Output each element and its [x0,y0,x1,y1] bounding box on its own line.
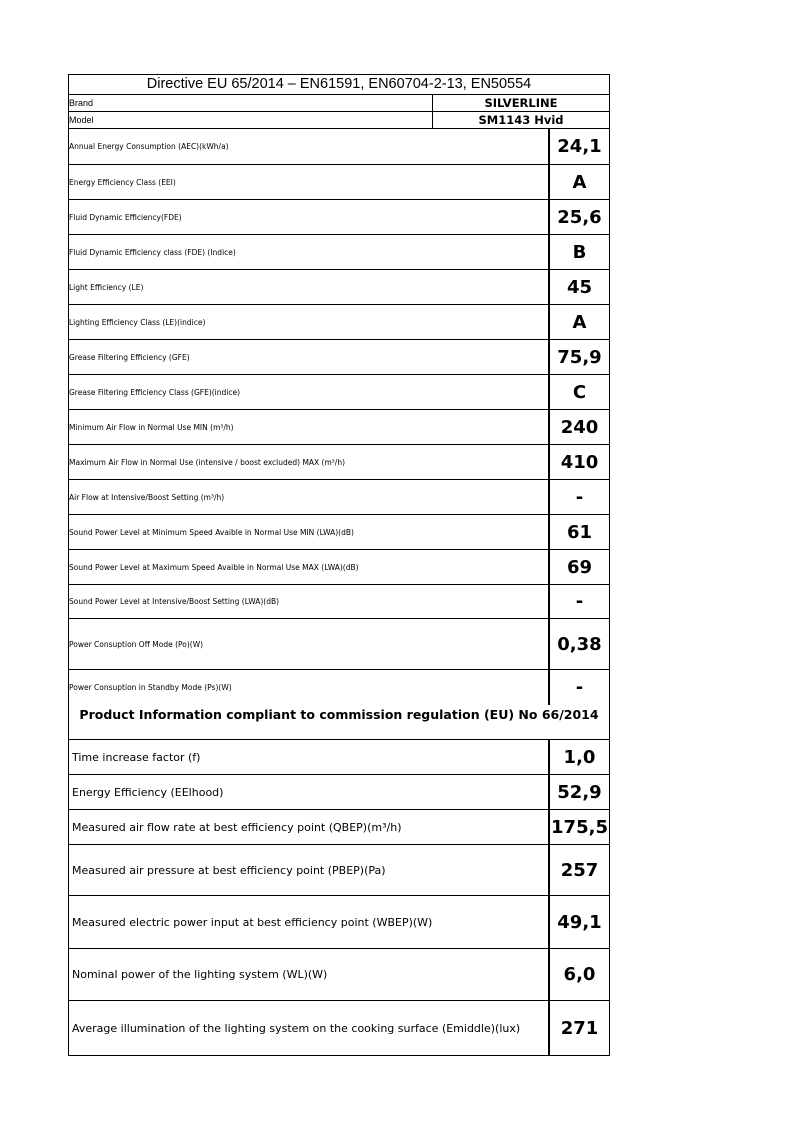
row-label: Time increase factor (f) [72,750,201,764]
row-label: Lighting Efficiency Class (LE)(indice) [69,317,206,327]
row-value: 0,38 [548,619,609,669]
product-info-list [69,740,609,1055]
row-value: - [548,585,609,618]
row-value: C [548,375,609,409]
section-title: Product Information compliant to commission regulation (EU) No 66/2014 [69,705,609,740]
row-value: 1,0 [548,740,609,774]
row-label: Sound Power Level at Intensive/Boost Setting (LWA)(dB) [69,597,280,606]
table-row [69,810,609,845]
energy-label-table [68,74,610,1056]
table-row [69,340,609,375]
row-label: Fluid Dynamic Efficiency class (FDE) (Indice) [69,247,236,257]
row-label: Average illumination of the lighting system on the cooking surface (Emiddle)(lux) [72,1021,521,1035]
table-row [69,740,609,775]
row-label: Measured electric power input at best efficiency point (WBEP)(W) [72,915,433,929]
model-value: SM1143 Hvid [478,113,564,127]
row-value: 45 [548,270,609,304]
row-value: A [548,305,609,339]
row-label: Light Efficiency (LE) [69,282,144,292]
row-label: Annual Energy Consumption (AEC)(kWh/a) [69,142,229,151]
row-label: Grease Filtering Efficiency Class (GFE)(indice) [69,387,241,397]
table-row [69,165,609,200]
row-label: Power Consuption Off Mode (Po)(W) [69,639,204,649]
row-value: 61 [548,515,609,549]
table-row [69,1001,609,1055]
table-row [69,129,609,165]
row-value: B [548,235,609,269]
specs-list [69,129,609,705]
table-row [69,270,609,305]
table-row [69,670,609,705]
table-row [69,375,609,410]
table-row [69,305,609,340]
table-row [69,585,609,619]
table-row [69,480,609,515]
model-row [69,112,609,129]
row-label: Minimum Air Flow in Normal Use MIN (m³/h) [69,422,234,432]
directive-title: Directive EU 65/2014 – EN61591, EN60704-2-13, EN50554 [69,75,609,95]
row-value: 257 [548,845,609,895]
table-row [69,949,609,1001]
row-label: Fluid Dynamic Efficiency(FDE) [69,212,182,222]
row-value: 175,5 [548,810,609,844]
table-row [69,550,609,585]
row-label: Grease Filtering Efficiency (GFE) [69,352,190,362]
row-value: - [548,670,609,705]
row-value: 6,0 [548,949,609,1000]
row-value: - [548,480,609,514]
row-value: 410 [548,445,609,479]
row-label: Measured air pressure at best efficiency point (PBEP)(Pa) [72,863,386,877]
brand-label: Brand [69,95,433,111]
row-label: Power Consuption in Standby Mode (Ps)(W) [69,683,232,692]
row-value: 49,1 [548,896,609,948]
row-label: Nominal power of the lighting system (WL)(W) [72,968,328,981]
row-value: 271 [548,1001,609,1055]
row-label: Energy Efficiency (EElhood) [72,785,224,799]
table-row [69,619,609,670]
brand-row [69,95,609,112]
table-row [69,200,609,235]
row-label: Measured air flow rate at best efficiency point (QBEP)(m³/h) [72,820,402,834]
row-label: Sound Power Level at Minimum Speed Avaible in Normal Use MIN (LWA)(dB) [69,527,354,537]
row-value: 52,9 [548,775,609,809]
row-value: 24,1 [548,129,609,164]
row-label: Maximum Air Flow in Normal Use (intensive / boost excluded) MAX (m³/h) [69,457,346,467]
row-value: 25,6 [548,200,609,234]
table-row [69,845,609,896]
table-row [69,235,609,270]
row-label: Air Flow at Intensive/Boost Setting (m³/h) [69,492,225,502]
row-value: 75,9 [548,340,609,374]
row-value: 240 [548,410,609,444]
model-label: Model [69,112,433,128]
table-row [69,515,609,550]
row-label: Energy Efficiency Class (EEI) [69,177,176,187]
table-row [69,410,609,445]
table-row [69,896,609,949]
row-label: Sound Power Level at Maximum Speed Avaible in Normal Use MAX (LWA)(dB) [69,562,359,572]
table-row [69,775,609,810]
row-value: 69 [548,550,609,584]
brand-value: SILVERLINE [484,96,558,110]
row-value: A [548,165,609,199]
table-row [69,445,609,480]
